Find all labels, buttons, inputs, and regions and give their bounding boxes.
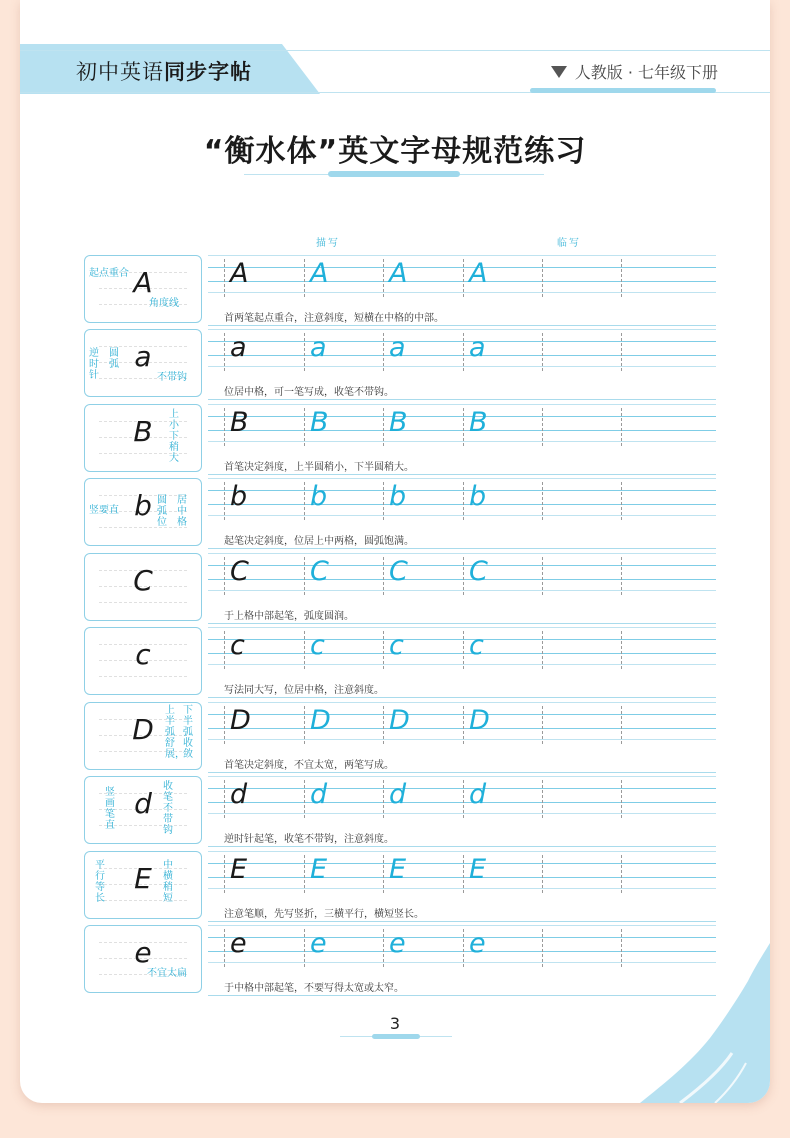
trace-letter: E: [389, 854, 407, 885]
stroke-note: 于中格中部起笔，不要写得太宽或太窄。: [224, 983, 404, 994]
cell-divider: [383, 557, 384, 595]
cell-divider: [542, 855, 543, 893]
cell-divider: [542, 259, 543, 297]
cell-divider: [463, 631, 464, 669]
edition-underline: [530, 88, 716, 93]
cell-divider: [304, 333, 305, 371]
letter-row: [20, 553, 770, 627]
cell-divider: [621, 333, 622, 371]
cell-divider: [224, 482, 225, 520]
cell-divider: [621, 557, 622, 595]
demo-annotation: 竖画笔直: [105, 787, 115, 831]
trace-letter: e: [310, 928, 327, 959]
guide-line: [208, 863, 716, 864]
cell-divider: [224, 333, 225, 371]
stroke-note: 首笔决定斜度，不宜太宽，两笔写成。: [224, 760, 394, 771]
trace-letter: a: [389, 332, 406, 363]
guide-line: [208, 366, 716, 367]
demo-annotation: 上半弧舒展，: [165, 705, 185, 760]
cell-divider: [383, 259, 384, 297]
guide-line: [208, 490, 716, 491]
letter-demo-box: [84, 776, 202, 844]
header-top-rule: [20, 50, 770, 51]
guide-line: [208, 627, 716, 628]
letter-row: [20, 255, 770, 329]
cell-divider: [304, 259, 305, 297]
guide-line: [208, 579, 716, 580]
guide-line: [208, 925, 716, 926]
cell-divider: [463, 706, 464, 744]
cell-divider: [542, 706, 543, 744]
demo-letter: A: [133, 266, 153, 299]
row-bottom-rule: [208, 325, 716, 326]
row-bottom-rule: [208, 399, 716, 400]
guide-line: [208, 813, 716, 814]
letter-demo-box: [84, 553, 202, 621]
guide-line: [208, 888, 716, 889]
writing-lines: [208, 404, 716, 454]
row-bottom-rule: [208, 623, 716, 624]
cell-divider: [224, 259, 225, 297]
column-trace-label: 描写: [316, 238, 340, 249]
cell-divider: [621, 631, 622, 669]
demo-annotation: 中横稍短: [163, 860, 173, 904]
cell-divider: [383, 706, 384, 744]
row-bottom-rule: [208, 921, 716, 922]
demo-letter: a: [134, 340, 152, 373]
trace-letter: c: [469, 630, 484, 661]
writing-lines: [208, 255, 716, 305]
cell-divider: [224, 780, 225, 818]
stroke-note: 写法同大写，位居中格，注意斜度。: [224, 685, 384, 696]
demo-annotation: 起点重合: [89, 268, 129, 279]
trace-letter: C: [389, 556, 408, 587]
title-underline: [328, 171, 460, 177]
trace-letter: B: [310, 407, 329, 438]
stroke-note: 位居中格，可一笔写成，收笔不带钩。: [224, 387, 394, 398]
row-bottom-rule: [208, 548, 716, 549]
trace-letter: d: [469, 779, 487, 810]
guide-line: [208, 776, 716, 777]
model-letter: E: [230, 854, 248, 885]
demo-letter: b: [134, 489, 152, 522]
letter-demo-box: [84, 329, 202, 397]
demo-annotation: 竖要直: [89, 505, 119, 516]
trace-letter: D: [310, 705, 331, 736]
guide-line: [208, 404, 716, 405]
guide-line: [208, 664, 716, 665]
writing-lines: [208, 627, 716, 677]
trace-letter: b: [389, 481, 407, 512]
stroke-note: 逆时针起笔，收笔不带钩，注意斜度。: [224, 834, 394, 845]
cell-divider: [383, 482, 384, 520]
cell-divider: [621, 855, 622, 893]
book-title: [76, 56, 252, 86]
guide-line: [208, 292, 716, 293]
cell-divider: [383, 408, 384, 446]
guide-line: [208, 329, 716, 330]
letter-demo-box: [84, 255, 202, 323]
book-title-bold: 同步字帖: [164, 60, 252, 84]
demo-annotation: 收笔不带钩: [163, 781, 173, 836]
cell-divider: [224, 557, 225, 595]
guide-line: [208, 553, 716, 554]
trace-letter: e: [469, 928, 486, 959]
cell-divider: [304, 780, 305, 818]
demo-letter: B: [133, 415, 153, 448]
writing-lines: [208, 851, 716, 901]
letter-row: [20, 404, 770, 478]
trace-letter: e: [389, 928, 406, 959]
demo-guide-line: [99, 676, 187, 677]
stroke-note: 首笔决定斜度，上半圆稍小，下半圆稍大。: [224, 462, 414, 473]
trace-letter: D: [389, 705, 410, 736]
trace-letter: B: [389, 407, 408, 438]
worksheet-page: [20, 0, 770, 1103]
demo-annotation: 角度线: [149, 298, 179, 309]
cell-divider: [463, 929, 464, 967]
guide-line: [208, 255, 716, 256]
cell-divider: [463, 408, 464, 446]
guide-line: [208, 802, 716, 803]
letter-row: [20, 851, 770, 925]
guide-line: [208, 441, 716, 442]
cell-divider: [383, 780, 384, 818]
guide-line: [208, 702, 716, 703]
guide-line: [208, 515, 716, 516]
letter-row: [20, 702, 770, 776]
guide-line: [208, 653, 716, 654]
guide-line: [208, 267, 716, 268]
cell-divider: [463, 780, 464, 818]
cell-divider: [304, 482, 305, 520]
guide-line: [208, 639, 716, 640]
trace-letter: E: [310, 854, 328, 885]
letter-demo-box: [84, 702, 202, 770]
trace-letter: a: [469, 332, 486, 363]
writing-lines: [208, 329, 716, 379]
guide-line: [208, 341, 716, 342]
model-letter: e: [230, 928, 247, 959]
trace-letter: b: [310, 481, 328, 512]
cell-divider: [542, 333, 543, 371]
trace-letter: A: [310, 258, 329, 289]
page-title: “衡水体”英文字母规范练习: [203, 134, 587, 169]
trace-letter: B: [469, 407, 488, 438]
model-letter: c: [230, 630, 245, 661]
writing-lines: [208, 553, 716, 603]
cell-divider: [304, 929, 305, 967]
cell-divider: [224, 706, 225, 744]
demo-letter: d: [134, 787, 152, 820]
guide-line: [208, 504, 716, 505]
guide-line: [208, 851, 716, 852]
cell-divider: [621, 259, 622, 297]
stroke-note: 首两笔起点重合，注意斜度，短横在中格的中部。: [224, 313, 444, 324]
model-letter: A: [230, 258, 249, 289]
demo-guide-line: [99, 602, 187, 603]
cell-divider: [542, 557, 543, 595]
cell-divider: [383, 855, 384, 893]
row-bottom-rule: [208, 846, 716, 847]
writing-lines: [208, 776, 716, 826]
cell-divider: [542, 482, 543, 520]
trace-letter: a: [310, 332, 327, 363]
cell-divider: [621, 482, 622, 520]
triangle-down-icon: [551, 66, 567, 78]
demo-guide-line: [99, 527, 187, 528]
cell-divider: [621, 408, 622, 446]
guide-line: [208, 788, 716, 789]
letter-row: [20, 478, 770, 552]
cell-divider: [542, 780, 543, 818]
writing-lines: [208, 702, 716, 752]
demo-annotation: 居中格: [177, 495, 187, 528]
guide-line: [208, 281, 716, 282]
demo-annotation: 平行等长: [95, 860, 105, 904]
model-letter: d: [230, 779, 248, 810]
demo-letter: e: [134, 936, 152, 969]
row-bottom-rule: [208, 697, 716, 698]
model-letter: D: [230, 705, 251, 736]
cell-divider: [542, 929, 543, 967]
cell-divider: [542, 408, 543, 446]
guide-line: [208, 430, 716, 431]
guide-line: [208, 877, 716, 878]
model-letter: b: [230, 481, 248, 512]
demo-annotation: 不带钩: [157, 372, 187, 383]
guide-line: [208, 739, 716, 740]
cell-divider: [304, 706, 305, 744]
trace-letter: A: [469, 258, 488, 289]
demo-annotation: 上小下稍大: [169, 409, 179, 464]
cell-divider: [463, 333, 464, 371]
cell-divider: [383, 929, 384, 967]
edition-label: [551, 60, 718, 83]
cell-divider: [304, 631, 305, 669]
guide-line: [208, 355, 716, 356]
cell-divider: [224, 929, 225, 967]
stroke-note: 起笔决定斜度，位居上中两格，圆弧饱满。: [224, 536, 414, 547]
cell-divider: [224, 631, 225, 669]
letter-demo-box: [84, 627, 202, 695]
trace-letter: b: [469, 481, 487, 512]
demo-annotation: 圆弧: [109, 348, 119, 370]
demo-annotation: 逆时针: [89, 348, 99, 381]
cell-divider: [304, 557, 305, 595]
cell-divider: [304, 408, 305, 446]
trace-letter: c: [310, 630, 325, 661]
guide-line: [208, 565, 716, 566]
guide-line: [208, 416, 716, 417]
brush-splash-decoration: [620, 943, 770, 1103]
cell-divider: [383, 333, 384, 371]
model-letter: B: [230, 407, 249, 438]
cell-divider: [463, 557, 464, 595]
trace-letter: E: [469, 854, 487, 885]
cell-divider: [383, 631, 384, 669]
column-copy-label: 临写: [557, 238, 581, 249]
cell-divider: [463, 855, 464, 893]
demo-annotation: 圆弧位: [157, 495, 167, 528]
edition-text: 人教版 · 七年级下册: [574, 63, 718, 82]
cell-divider: [463, 482, 464, 520]
guide-line: [208, 728, 716, 729]
cell-divider: [621, 706, 622, 744]
trace-letter: C: [310, 556, 329, 587]
letter-row: [20, 776, 770, 850]
guide-line: [208, 590, 716, 591]
stroke-note: 于上格中部起笔，弧度圆润。: [224, 611, 354, 622]
row-bottom-rule: [208, 474, 716, 475]
cell-divider: [542, 631, 543, 669]
trace-letter: A: [389, 258, 408, 289]
letter-demo-box: [84, 851, 202, 919]
writing-lines: [208, 478, 716, 528]
trace-letter: D: [469, 705, 490, 736]
guide-line: [208, 937, 716, 938]
stroke-note: 注意笔顺，先写竖折，三横平行，横短竖长。: [224, 909, 424, 920]
letter-demo-box: [84, 925, 202, 993]
model-letter: C: [230, 556, 249, 587]
trace-letter: d: [389, 779, 407, 810]
demo-letter: C: [133, 564, 153, 597]
letter-row: [20, 627, 770, 701]
guide-line: [208, 714, 716, 715]
letter-row: [20, 329, 770, 403]
guide-line: [208, 478, 716, 479]
cell-divider: [224, 408, 225, 446]
trace-letter: C: [469, 556, 488, 587]
demo-letter: c: [135, 638, 151, 671]
book-title-light: 初中英语: [76, 60, 164, 84]
cell-divider: [304, 855, 305, 893]
row-bottom-rule: [208, 772, 716, 773]
cell-divider: [463, 259, 464, 297]
letter-demo-box: [84, 478, 202, 546]
letter-demo-box: [84, 404, 202, 472]
page-number-underline: [372, 1034, 420, 1039]
demo-letter: D: [132, 713, 154, 746]
model-letter: a: [230, 332, 247, 363]
cell-divider: [224, 855, 225, 893]
trace-letter: c: [389, 630, 404, 661]
cell-divider: [621, 780, 622, 818]
demo-annotation: 下半弧收敛: [183, 705, 193, 760]
page-number: 3: [389, 1014, 401, 1033]
demo-letter: E: [134, 862, 152, 895]
trace-letter: d: [310, 779, 328, 810]
demo-annotation: 不宜太扁: [147, 968, 187, 979]
